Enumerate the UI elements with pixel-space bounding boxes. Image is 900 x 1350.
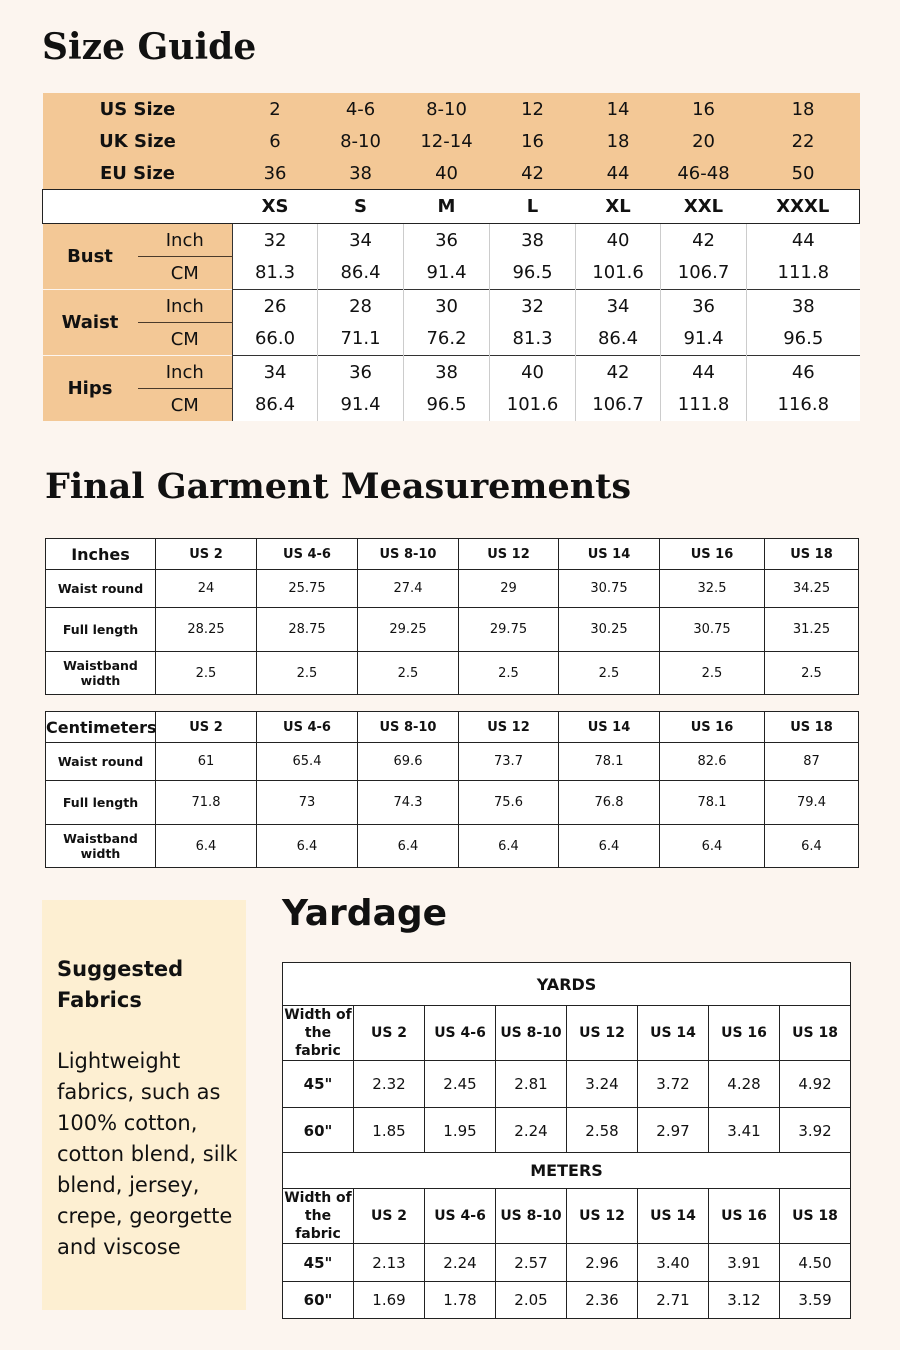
- value-cell: 71.8: [156, 781, 257, 825]
- value-cell: 26: [233, 290, 318, 323]
- value-cell: 2.36: [567, 1282, 638, 1319]
- column-header: US 12: [459, 539, 559, 570]
- size-cell: 40: [404, 157, 490, 190]
- row-label: Full length: [46, 608, 156, 652]
- size-cell: 46-48: [661, 157, 747, 190]
- empty-cell: [43, 190, 233, 224]
- waist-inch-row: [43, 290, 860, 323]
- row-label: Waist round: [46, 570, 156, 608]
- value-cell: 111.8: [661, 389, 747, 422]
- column-header: US 16: [660, 539, 765, 570]
- size-cell: 4-6: [318, 93, 404, 125]
- row-label: US Size: [43, 93, 233, 125]
- value-cell: 3.72: [638, 1061, 709, 1108]
- garment-inches-table: [45, 538, 859, 695]
- value-cell: 2.32: [354, 1061, 425, 1108]
- meters-table: [282, 1152, 851, 1319]
- letter-size: S: [318, 190, 404, 224]
- size-cell: 16: [490, 125, 576, 157]
- value-cell: 1.85: [354, 1108, 425, 1154]
- value-cell: 2.5: [257, 652, 358, 695]
- value-cell: 2.97: [638, 1108, 709, 1154]
- row-label: EU Size: [43, 157, 233, 190]
- column-header: US 18: [765, 712, 859, 743]
- value-cell: 73: [257, 781, 358, 825]
- value-cell: 30.75: [559, 570, 660, 608]
- measurement-name: Waist: [43, 290, 138, 356]
- value-cell: 2.24: [425, 1244, 496, 1282]
- column-header: US 14: [638, 1189, 709, 1244]
- value-cell: 4.92: [780, 1061, 851, 1108]
- table-row: [46, 743, 859, 781]
- value-cell: 25.75: [257, 570, 358, 608]
- unit-label: CM: [138, 257, 233, 290]
- value-cell: 2.58: [567, 1108, 638, 1154]
- column-header: US 12: [459, 712, 559, 743]
- value-cell: 91.4: [661, 323, 747, 356]
- table-row: [283, 1061, 851, 1108]
- fabrics-description: Lightweight fabrics, such as 100% cotton, cotton blend, silk blend, jersey, crepe, georgette and viscose: [57, 1049, 238, 1259]
- value-cell: 34: [576, 290, 661, 323]
- value-cell: 4.28: [709, 1061, 780, 1108]
- size-cell: 14: [576, 93, 661, 125]
- value-cell: 36: [404, 224, 490, 257]
- yardage-title: Yardage: [282, 893, 448, 934]
- value-cell: 27.4: [358, 570, 459, 608]
- value-cell: 34: [318, 224, 404, 257]
- size-cell: 8-10: [318, 125, 404, 157]
- value-cell: 2.5: [559, 652, 660, 695]
- value-cell: 2.5: [660, 652, 765, 695]
- value-cell: 29: [459, 570, 559, 608]
- yards-table: [282, 962, 851, 1154]
- row-label: Waistband width: [46, 652, 156, 695]
- column-header: US 4-6: [425, 1006, 496, 1061]
- value-cell: 76.2: [404, 323, 490, 356]
- size-cell: 16: [661, 93, 747, 125]
- value-cell: 42: [576, 356, 661, 389]
- size-cell: 12: [490, 93, 576, 125]
- value-cell: 86.4: [233, 389, 318, 422]
- letter-size: XS: [233, 190, 318, 224]
- value-cell: 78.1: [660, 781, 765, 825]
- size-cell: 2: [233, 93, 318, 125]
- value-cell: 96.5: [404, 389, 490, 422]
- table-corner: Inches: [46, 539, 156, 570]
- value-cell: 96.5: [490, 257, 576, 290]
- value-cell: 40: [576, 224, 661, 257]
- value-cell: 6.4: [660, 825, 765, 868]
- size-cell: 6: [233, 125, 318, 157]
- unit-label: Inch: [138, 224, 233, 257]
- value-cell: 6.4: [358, 825, 459, 868]
- value-cell: 81.3: [490, 323, 576, 356]
- column-header: US 8-10: [358, 712, 459, 743]
- header-row: [46, 712, 859, 743]
- value-cell: 36: [318, 356, 404, 389]
- value-cell: 28.75: [257, 608, 358, 652]
- unit-label: CM: [138, 389, 233, 422]
- value-cell: 91.4: [404, 257, 490, 290]
- value-cell: 44: [747, 224, 860, 257]
- measurement-name: Bust: [43, 224, 138, 290]
- value-cell: 116.8: [747, 389, 860, 422]
- column-header: US 12: [567, 1189, 638, 1244]
- column-header: US 18: [780, 1189, 851, 1244]
- value-cell: 2.5: [765, 652, 859, 695]
- row-label: 60": [283, 1282, 354, 1319]
- value-cell: 3.12: [709, 1282, 780, 1319]
- value-cell: 106.7: [576, 389, 661, 422]
- table-row: [46, 608, 859, 652]
- value-cell: 29.25: [358, 608, 459, 652]
- value-cell: 65.4: [257, 743, 358, 781]
- value-cell: 3.59: [780, 1282, 851, 1319]
- value-cell: 106.7: [661, 257, 747, 290]
- value-cell: 46: [747, 356, 860, 389]
- value-cell: 30.75: [660, 608, 765, 652]
- fabrics-title: Suggested Fabrics: [57, 957, 184, 1012]
- value-cell: 82.6: [660, 743, 765, 781]
- bust-inch-row: [43, 224, 860, 257]
- column-header: US 18: [780, 1006, 851, 1061]
- value-cell: 73.7: [459, 743, 559, 781]
- waist-cm-row: [43, 323, 860, 356]
- column-header: US 2: [156, 539, 257, 570]
- unit-label: CM: [138, 323, 233, 356]
- value-cell: 101.6: [490, 389, 576, 422]
- size-cell: 50: [747, 157, 860, 190]
- column-header: US 4-6: [257, 712, 358, 743]
- table-row: [283, 1108, 851, 1154]
- row-label: 60": [283, 1108, 354, 1154]
- column-header: US 12: [567, 1006, 638, 1061]
- value-cell: 3.41: [709, 1108, 780, 1154]
- value-cell: 44: [661, 356, 747, 389]
- value-cell: 74.3: [358, 781, 459, 825]
- value-cell: 6.4: [257, 825, 358, 868]
- size-cell: 22: [747, 125, 860, 157]
- column-header: US 18: [765, 539, 859, 570]
- column-header: US 4-6: [425, 1189, 496, 1244]
- column-header: US 8-10: [496, 1006, 567, 1061]
- value-cell: 4.50: [780, 1244, 851, 1282]
- value-cell: 91.4: [318, 389, 404, 422]
- table-caption: METERS: [283, 1153, 851, 1189]
- unit-label: Inch: [138, 290, 233, 323]
- value-cell: 96.5: [747, 323, 860, 356]
- value-cell: 32.5: [660, 570, 765, 608]
- value-cell: 6.4: [559, 825, 660, 868]
- value-cell: 6.4: [459, 825, 559, 868]
- value-cell: 2.71: [638, 1282, 709, 1319]
- header-row: [46, 539, 859, 570]
- column-header: US 2: [156, 712, 257, 743]
- hips-inch-row: [43, 356, 860, 389]
- value-cell: 38: [490, 224, 576, 257]
- table-row: [46, 825, 859, 868]
- value-cell: 2.05: [496, 1282, 567, 1319]
- column-header: US 16: [709, 1006, 780, 1061]
- value-cell: 3.24: [567, 1061, 638, 1108]
- table-caption: YARDS: [283, 963, 851, 1006]
- value-cell: 81.3: [233, 257, 318, 290]
- row-label: Waist round: [46, 743, 156, 781]
- row-label: Full length: [46, 781, 156, 825]
- value-cell: 2.13: [354, 1244, 425, 1282]
- value-cell: 6.4: [765, 825, 859, 868]
- header-row: [283, 1006, 851, 1061]
- value-cell: 3.40: [638, 1244, 709, 1282]
- value-cell: 36: [661, 290, 747, 323]
- value-cell: 101.6: [576, 257, 661, 290]
- column-header: US 16: [709, 1189, 780, 1244]
- column-header: US 2: [354, 1006, 425, 1061]
- table-row: [46, 781, 859, 825]
- value-cell: 2.5: [459, 652, 559, 695]
- value-cell: 2.5: [358, 652, 459, 695]
- value-cell: 1.69: [354, 1282, 425, 1319]
- letter-size: XXL: [661, 190, 747, 224]
- value-cell: 1.95: [425, 1108, 496, 1154]
- value-cell: 75.6: [459, 781, 559, 825]
- caption-row: [283, 1153, 851, 1189]
- eu-size-row: [43, 157, 860, 190]
- unit-label: Inch: [138, 356, 233, 389]
- value-cell: 2.81: [496, 1061, 567, 1108]
- value-cell: 1.78: [425, 1282, 496, 1319]
- garment-centimeters-table: [45, 711, 859, 868]
- value-cell: 86.4: [318, 257, 404, 290]
- value-cell: 3.91: [709, 1244, 780, 1282]
- value-cell: 2.24: [496, 1108, 567, 1154]
- size-cell: 42: [490, 157, 576, 190]
- value-cell: 29.75: [459, 608, 559, 652]
- table-corner: Centimeters: [46, 712, 156, 743]
- garment-title: Final Garment Measurements: [45, 466, 632, 507]
- value-cell: 111.8: [747, 257, 860, 290]
- value-cell: 3.92: [780, 1108, 851, 1154]
- value-cell: 66.0: [233, 323, 318, 356]
- value-cell: 34: [233, 356, 318, 389]
- size-guide-table: [42, 93, 859, 421]
- size-cell: 18: [576, 125, 661, 157]
- value-cell: 79.4: [765, 781, 859, 825]
- table-row: [46, 652, 859, 695]
- width-label: Width of the fabric: [284, 1190, 352, 1242]
- value-cell: 6.4: [156, 825, 257, 868]
- value-cell: 71.1: [318, 323, 404, 356]
- value-cell: 24: [156, 570, 257, 608]
- size-cell: 44: [576, 157, 661, 190]
- hips-cm-row: [43, 389, 860, 422]
- value-cell: 34.25: [765, 570, 859, 608]
- bust-cm-row: [43, 257, 860, 290]
- column-header: US 16: [660, 712, 765, 743]
- column-header: US 14: [638, 1006, 709, 1061]
- letter-size: XXXL: [747, 190, 860, 224]
- header-row: [283, 1189, 851, 1244]
- table-row: [46, 570, 859, 608]
- letter-size-row: [43, 190, 860, 224]
- row-label: 45": [283, 1244, 354, 1282]
- value-cell: 30: [404, 290, 490, 323]
- row-label: UK Size: [43, 125, 233, 157]
- column-header: US 14: [559, 539, 660, 570]
- measurement-name: Hips: [43, 356, 138, 422]
- size-cell: 18: [747, 93, 860, 125]
- width-label: Width of the fabric: [284, 1007, 352, 1059]
- value-cell: 2.5: [156, 652, 257, 695]
- value-cell: 32: [233, 224, 318, 257]
- value-cell: 32: [490, 290, 576, 323]
- row-label: Waistband width: [46, 825, 156, 868]
- value-cell: 78.1: [559, 743, 660, 781]
- value-cell: 2.57: [496, 1244, 567, 1282]
- size-cell: 8-10: [404, 93, 490, 125]
- value-cell: 31.25: [765, 608, 859, 652]
- value-cell: 2.96: [567, 1244, 638, 1282]
- value-cell: 28.25: [156, 608, 257, 652]
- letter-size: XL: [576, 190, 661, 224]
- caption-row: [283, 963, 851, 1006]
- value-cell: 42: [661, 224, 747, 257]
- value-cell: 40: [490, 356, 576, 389]
- column-header: US 2: [354, 1189, 425, 1244]
- column-header: US 4-6: [257, 539, 358, 570]
- value-cell: 30.25: [559, 608, 660, 652]
- value-cell: 38: [404, 356, 490, 389]
- value-cell: 2.45: [425, 1061, 496, 1108]
- value-cell: 38: [747, 290, 860, 323]
- size-guide-title: Size Guide: [42, 26, 257, 68]
- suggested-fabrics-panel: [42, 900, 246, 1310]
- column-header: US 8-10: [358, 539, 459, 570]
- size-cell: 38: [318, 157, 404, 190]
- value-cell: 86.4: [576, 323, 661, 356]
- value-cell: 28: [318, 290, 404, 323]
- table-row: [283, 1282, 851, 1319]
- size-cell: 36: [233, 157, 318, 190]
- row-label: 45": [283, 1061, 354, 1108]
- size-cell: 12-14: [404, 125, 490, 157]
- column-header: US 14: [559, 712, 660, 743]
- size-cell: 20: [661, 125, 747, 157]
- value-cell: 76.8: [559, 781, 660, 825]
- letter-size: M: [404, 190, 490, 224]
- us-size-row: [43, 93, 860, 125]
- value-cell: 61: [156, 743, 257, 781]
- table-row: [283, 1244, 851, 1282]
- value-cell: 87: [765, 743, 859, 781]
- uk-size-row: [43, 125, 860, 157]
- value-cell: 69.6: [358, 743, 459, 781]
- column-header: US 8-10: [496, 1189, 567, 1244]
- letter-size: L: [490, 190, 576, 224]
